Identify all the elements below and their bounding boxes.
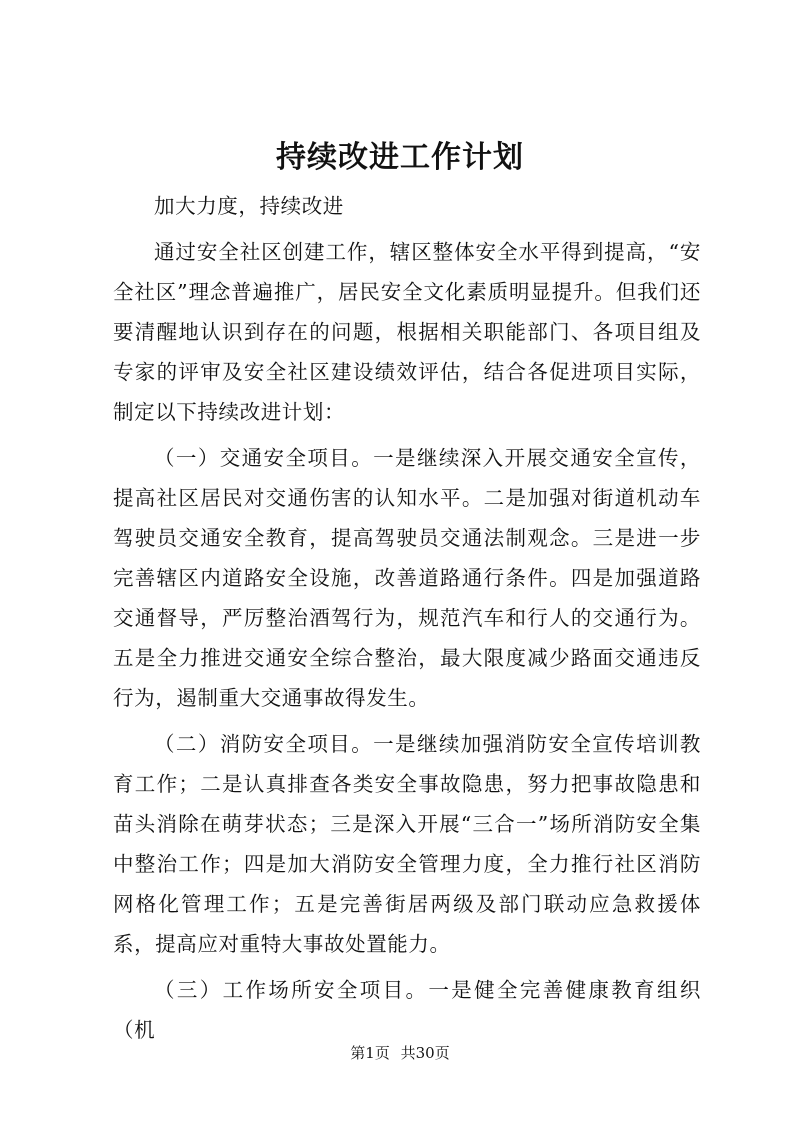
page-footer	[0, 1043, 800, 1063]
paragraph-traffic-safety: （一）交通安全项目。一是继续深入开展交通安全宣传，提高社区居民对交通伤害的认知水平。二是加强对街道机动车驾驶员交通安全教育，提高驾驶员交通法制观念。三是进一步完善辖区内道路安全设施，改善道路通行条件。四是加强道路交通督导，严厉整治酒驾行为，规范汽车和行人的交通行为。五是全力推进交通安全综合整治，最大限度减少路面交通违反行为，遏制重大交通事故得发生。	[113, 446, 701, 710]
page-total: 共30页	[400, 1044, 450, 1062]
paragraph-intro: 通过安全社区创建工作，辖区整体安全水平得到提高，“安全社区”理念普遍推广，居民安全文化素质明显提升。但我们还要清醒地认识到存在的问题，根据相关职能部门、各项目组及专家的评审及安全社区建设绩效评估，结合各促进项目实际，制定以下持续改进计划：	[113, 240, 701, 424]
paragraph-heading: 加大力度，持续改进	[154, 194, 344, 218]
document-body	[113, 186, 701, 1050]
paragraph-fire-safety: （二）消防安全项目。一是继续加强消防安全宣传培训教育工作；二是认真排查各类安全事故隐患，努力把事故隐患和苗头消除在萌芽状态；三是深入开展“三合一”场所消防安全集中整治工作；四是加大消防安全管理力度，全力推行社区消防网格化管理工作；五是完善街居两级及部门联动应急救援体系，提高应对重特大事故处置能力。	[113, 732, 701, 956]
paragraph-workplace-safety: （三）工作场所安全项目。一是健全完善健康教育组织（机	[113, 978, 701, 1042]
page-number: 第1页	[350, 1044, 390, 1062]
document-title: 持续改进工作计划	[276, 140, 524, 175]
